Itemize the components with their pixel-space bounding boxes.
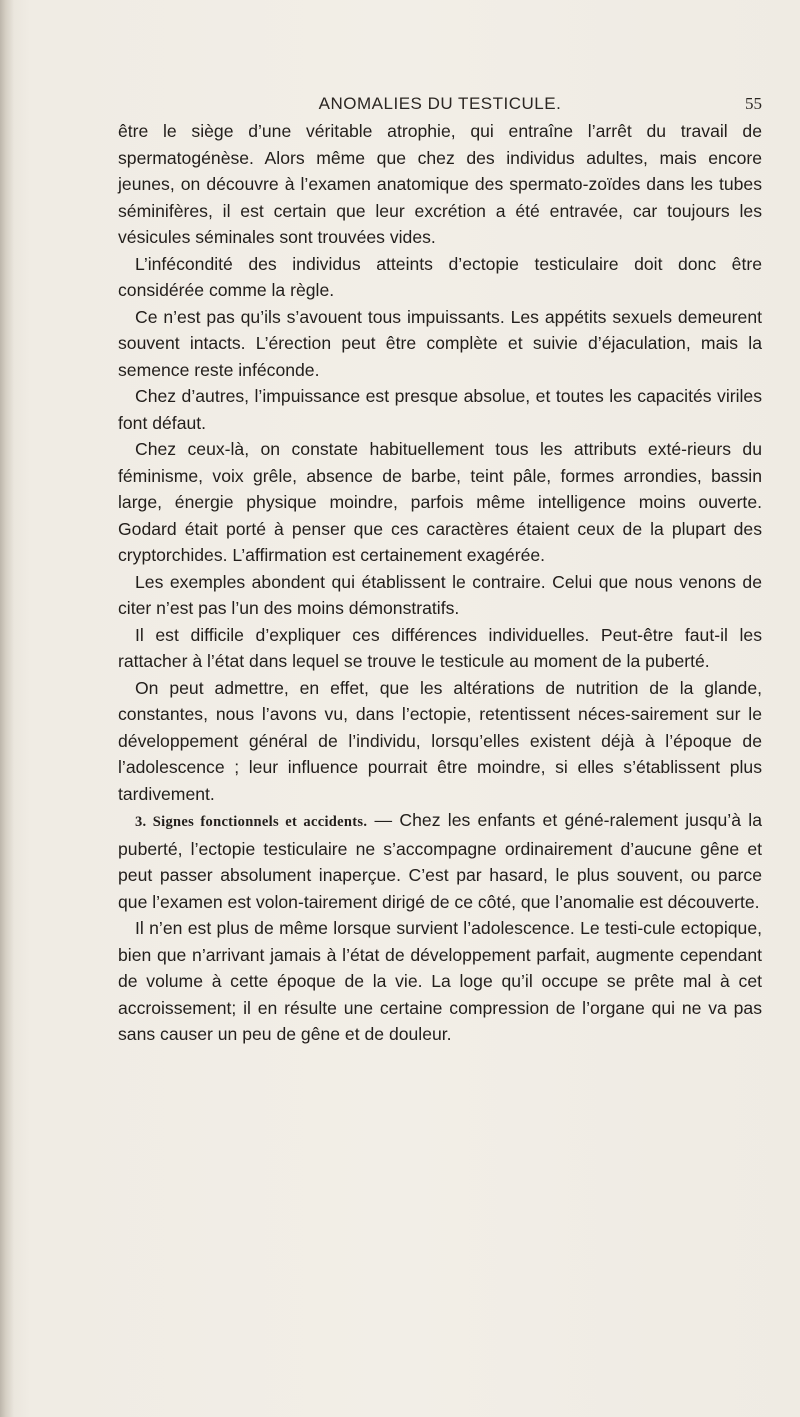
page-number: 55 <box>745 94 762 113</box>
paragraph: Chez ceux-là, on constate habituellement tous les attributs exté-rieurs du féminisme, voix grêle, absence de barbe, teint pâle, formes arrondies, bassin large, énergie physique moindre, parfois même intelligence moins ouverte. Godard était porté à penser que ces caractères étaient ceux de la plupart des cryptorchides. L’affirmation est certainement exagérée. <box>118 439 762 565</box>
body-text <box>118 118 762 1048</box>
section-text: Chez les enfants et géné-ralement jusqu’à la puberté, l’ectopie testiculaire ne s’accompagne ordinairement d’aucune gêne et peut passer absolument inaperçue. C’est par hasard, le plus souvent, ou parce que l’examen est volon-tairement dirigé de ce côté, que l’anomalie est découverte. <box>118 810 762 912</box>
paragraph: On peut admettre, en effet, que les altérations de nutrition de la glande, constantes, nous l’avons vu, dans l’ectopie, retentissent néces-sairement sur le développement général de l’individu, lorsqu’elles existent déjà à l’époque de l’adolescence ; leur influence pourrait être moindre, si elles s’établissent plus tardivement. <box>118 677 762 804</box>
paragraph: être le siège d’une véritable atrophie, qui entraîne l’arrêt du travail de spermatogénèse. Alors même que chez des individus adultes, mais encore jeunes, on découvre à l’examen anatomique des spermato-zoïdes dans les tubes séminifères, il est certain que leur excrétion a été entravée, car toujours les vésicules séminales sont trouvées vides. <box>118 121 762 247</box>
paragraph: Il n’en est plus de même lorsque survient l’adolescence. Le testi-cule ectopique, bien que n’arrivant jamais à l’état de développement parfait, augmente cependant de volume à cette époque de la vie. La loge qu’il occupe se prête mal à cet accroissement; il en résulte une certaine compression de l’organe qui ne va pas sans causer un peu de gêne et de douleur. <box>118 918 762 1044</box>
paragraph: Les exemples abondent qui établissent le contraire. Celui que nous venons de citer n’est pas l’un des moins démonstratifs. <box>118 571 762 618</box>
header-title: ANOMALIES DU TESTICULE. <box>318 94 562 113</box>
binding-shadow <box>0 0 14 1417</box>
running-header <box>118 94 762 118</box>
paragraph: L’infécondité des individus atteints d’ectopie testiculaire doit donc être considérée comme la règle. <box>118 253 762 300</box>
paragraph: Il est difficile d’expliquer ces différences individuelles. Peut-être faut-il les rattacher à l’état dans lequel se trouve le testicule au moment de la puberté. <box>118 624 762 671</box>
section-heading: 3. Signes fonctionnels et accidents. <box>135 814 368 830</box>
paragraph: Ce n’est pas qu’ils s’avouent tous impuissants. Les appétits sexuels demeurent souvent intacts. L’érection peut être complète et suivie d’éjaculation, mais la semence reste inféconde. <box>118 306 762 380</box>
paragraph: Chez d’autres, l’impuissance est presque absolue, et toutes les capacités viriles font défaut. <box>118 386 762 433</box>
section-paragraph <box>118 807 762 915</box>
section-dash: — <box>367 810 400 830</box>
